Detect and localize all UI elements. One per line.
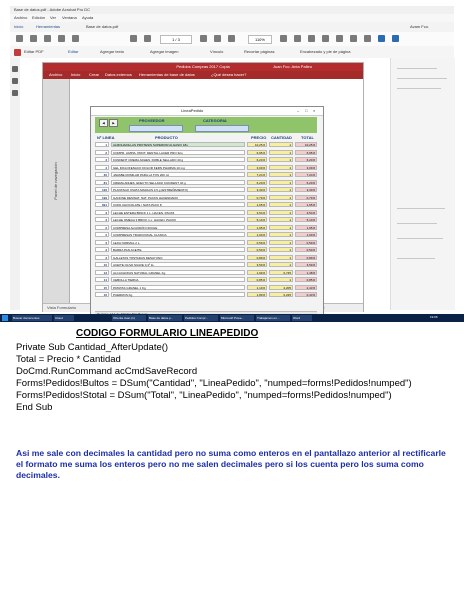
table-row[interactable] (95, 247, 317, 253)
code-line: End Sub (16, 402, 53, 413)
table-row[interactable] (95, 277, 317, 283)
code-line: DoCmd.RunCommand acCmdSaveRecord (16, 366, 198, 377)
search-icon[interactable] (72, 35, 79, 42)
cell-total[interactable]: 1,95 € (295, 225, 317, 230)
mail-icon[interactable] (58, 35, 65, 42)
menu-edicion[interactable]: Edición (32, 15, 46, 20)
table-row[interactable] (95, 187, 317, 193)
cell-total[interactable]: 0,59 € (295, 240, 317, 245)
cell-producto[interactable]: KUNDENT CREMA ADHES. DOBLE SELLADO 40 g (111, 157, 245, 162)
table-row[interactable] (95, 157, 317, 163)
panel-line (397, 223, 437, 224)
ribbon-inicio[interactable]: Inicio (71, 72, 81, 77)
user-name[interactable]: Avam Fco. (410, 24, 430, 29)
edit-pdf-icon (14, 49, 21, 56)
cell-producto[interactable]: CREMA ADHES. EFECTO SELLADO KUKIDENT 40 g (111, 180, 245, 185)
zoom-field[interactable]: 110% (248, 35, 272, 44)
cell-cantidad[interactable]: 1 (269, 262, 293, 267)
cell-n[interactable]: 126 (95, 187, 109, 192)
col-precio: PRECIO (251, 135, 267, 140)
cell-n[interactable]: 199 (95, 195, 109, 200)
next-page-icon[interactable] (144, 35, 151, 42)
cell-precio[interactable]: 3,54 € (247, 210, 267, 215)
cell-producto[interactable]: PLANTAGO OVATA MADAUS 3,5 g (ESTREÑIMIENTO) (111, 187, 245, 192)
windows-taskbar (0, 314, 464, 322)
cell-cantidad[interactable]: 1 (269, 232, 293, 237)
form-header (95, 117, 317, 133)
cell-precio[interactable]: 0,89 € (247, 255, 267, 260)
table-row[interactable] (95, 150, 317, 156)
stamp-icon[interactable] (364, 35, 371, 42)
code-line: Forms!Pedidos!Stotal = DSum("Total", "LineaPedido", "numped=forms!Pedidos!numped") (16, 390, 392, 401)
cell-producto[interactable]: GANONE DESINAT. NAT. PACKS HACENDADO (111, 195, 245, 200)
save-icon[interactable] (16, 35, 23, 42)
cell-precio[interactable]: 1,19 € (247, 285, 267, 290)
page-indicator[interactable]: 1 / 3 (160, 35, 192, 44)
cell-n[interactable]: 3 (95, 157, 109, 162)
cell-producto[interactable]: PATATAS GRANEL 1 Kg (111, 285, 245, 290)
text-icon[interactable] (350, 35, 357, 42)
cell-total[interactable]: 10,25 € (295, 142, 317, 147)
cell-cantidad[interactable]: 0,745 (269, 270, 293, 275)
cell-producto[interactable]: PUERROS Kg (111, 292, 245, 297)
windows-start-icon[interactable] (2, 315, 8, 321)
cell-cantidad[interactable]: 1 (269, 195, 293, 200)
cell-total[interactable]: 7,24 € (295, 172, 317, 177)
cell-precio[interactable]: 5,10 € (247, 217, 267, 222)
taskbar-item[interactable]: Base de datos.p... (148, 315, 182, 321)
close-icon[interactable]: × (313, 108, 316, 113)
cell-n[interactable]: 13 (95, 270, 109, 275)
cell-precio[interactable]: 6,95 € (247, 150, 267, 155)
header-footer-button[interactable]: Encabezado y pie de página (300, 49, 351, 54)
navigation-pane[interactable] (43, 79, 70, 311)
cell-total[interactable]: 0,79 € (295, 195, 317, 200)
taskbar-clock: 19:06 (430, 315, 438, 319)
cell-precio[interactable]: 0,59 € (247, 240, 267, 245)
taskbar-item[interactable]: Microsoft Powe... (220, 315, 254, 321)
main-toolbar (10, 32, 454, 47)
title-bar (10, 6, 454, 14)
cell-cantidad[interactable]: 1 (269, 157, 293, 162)
table-row[interactable] (95, 292, 317, 298)
pages-icon[interactable] (12, 78, 18, 84)
cell-cantidad[interactable]: 1 (269, 240, 293, 245)
categoria-select[interactable] (195, 125, 249, 132)
window-title: Base de datos.pdf - Adobe Acrobat Pro DC (14, 7, 91, 12)
cell-precio[interactable]: 10,25 € (247, 142, 267, 147)
cell-total[interactable]: 3,09 € (295, 165, 317, 170)
fit-icon[interactable] (280, 35, 287, 42)
cell-cantidad[interactable]: 1 (269, 187, 293, 192)
ribbon-search[interactable]: ¿Qué desea hacer? (211, 72, 247, 77)
table-row[interactable] (95, 270, 317, 276)
cell-cantidad[interactable]: 1 (269, 172, 293, 177)
new-record-button[interactable]: ▶ (109, 119, 118, 127)
table-row[interactable] (95, 232, 317, 238)
rows-container (95, 142, 317, 302)
col-nlinea: Nº LINEA (97, 135, 115, 140)
edit-button[interactable]: Editar (68, 49, 79, 54)
cell-total[interactable]: 6,95 € (295, 150, 317, 155)
cell-producto[interactable]: ALCACHOFAS NATURAL GRANEL Kg (111, 270, 245, 275)
menu-archivo[interactable]: Archivo (14, 15, 28, 20)
acrobat-screenshot (10, 6, 454, 310)
menu-ventana[interactable]: Ventana (62, 15, 77, 20)
attach-icon[interactable] (12, 90, 18, 96)
table-row[interactable] (95, 285, 317, 291)
cell-n[interactable]: 3 (95, 255, 109, 260)
bookmark-icon[interactable] (12, 66, 18, 72)
proveedor-label: PROVEEDOR (139, 118, 165, 123)
cell-producto[interactable]: GALLETAS TOSTADAS DESAYUNO (111, 255, 245, 260)
cell-cantidad[interactable]: 1 (269, 225, 293, 230)
table-row[interactable] (95, 262, 317, 268)
panel-line (397, 258, 435, 259)
proveedor-select[interactable] (129, 125, 183, 132)
hand-icon[interactable] (214, 35, 221, 42)
cell-producto[interactable]: CEBOLLA TIERNA (111, 277, 245, 282)
cell-precio[interactable]: 6,20 € (247, 180, 267, 185)
cell-producto[interactable]: LECHE ENTERA BRICK 1 L. HACEN. PACK6 (111, 210, 245, 215)
cell-precio[interactable]: 6,20 € (247, 157, 267, 162)
cell-producto[interactable]: COMPRESA ALGODÓN NOCHE (111, 225, 245, 230)
cell-n[interactable]: 1 (95, 142, 109, 147)
access-ribbon (43, 71, 363, 79)
problem-note: Asi me sale con decimales la cantidad pero no suma como enteros en el pantallazo anterior al rectificarle el formato me suma los enteros pero no me salen decimales pero si los cuenta pero los suma como decimales. (16, 448, 446, 480)
comment-icon[interactable] (308, 35, 315, 42)
cell-n[interactable]: 10 (95, 262, 109, 267)
cell-producto[interactable]: JARABE ROMILAR PARA LA TOS 200 ml (111, 172, 245, 177)
cell-total[interactable]: 3,30 € (295, 187, 317, 192)
cell-cantidad[interactable]: 1 (269, 165, 293, 170)
table-row[interactable] (95, 210, 317, 216)
keyboard-icon[interactable] (294, 35, 301, 42)
taskbar-item[interactable]: Ofrenta Juan (1) (112, 315, 146, 321)
cell-cantidad[interactable]: 1 (269, 247, 293, 252)
cell-n[interactable]: 81 (95, 180, 109, 185)
cell-precio[interactable]: 1,65 € (247, 202, 267, 207)
table-row[interactable] (95, 217, 317, 223)
cell-cantidad[interactable]: 1 (269, 150, 293, 155)
cell-producto[interactable]: LECHE OMEGA 3 BRICK 1 L. HACEN. PACK6 (111, 217, 245, 222)
cell-producto[interactable]: ACEITE OLIVA SUAVE 0,4º 1L (111, 262, 245, 267)
cell-cantidad[interactable]: 1 (269, 180, 293, 185)
ribbon-herramientas[interactable]: Herramientas de base de datos (139, 72, 195, 77)
cell-total[interactable]: 1,00 € (295, 232, 317, 237)
share-icon[interactable] (392, 35, 399, 42)
cell-n[interactable]: 3 (95, 247, 109, 252)
cell-n[interactable]: 15 (95, 285, 109, 290)
table-row[interactable] (95, 255, 317, 261)
cell-n[interactable]: 30 (95, 172, 109, 177)
select-icon[interactable] (200, 35, 207, 42)
cell-producto[interactable]: COMPRESAS TRADICIONAL CLASICA (111, 232, 245, 237)
cell-n[interactable]: 2 (95, 150, 109, 155)
code-title: CODIGO FORMULARIO LINEAPEDIDO (76, 328, 259, 339)
cell-producto[interactable]: COPA CHOCOLATE / NATA PACK 8 (111, 202, 245, 207)
cell-total[interactable]: 0,43 € (295, 292, 317, 297)
first-record-button[interactable]: ◀ (99, 119, 108, 127)
add-text-button[interactable]: Agregar texto (100, 49, 125, 54)
code-line: Forms!Pedidos!Bultos = DSum("Cantidad", "LineaPedido", "numped=forms!Pedidos!numped") (16, 378, 412, 389)
cell-total[interactable]: 6,20 € (295, 157, 317, 162)
cell-cantidad[interactable]: 2,205 (269, 285, 293, 290)
cell-total[interactable]: 0,89 € (295, 255, 317, 260)
menu-ver[interactable]: Ver (50, 15, 57, 20)
panel-line (397, 68, 437, 69)
ribbon-crear[interactable]: Crear (89, 72, 100, 77)
ribbon-datos-externos[interactable]: Datos externos (105, 72, 132, 77)
cell-n[interactable]: 3 (95, 240, 109, 245)
cell-cantidad[interactable]: 1 (269, 255, 293, 260)
draw-icon[interactable] (336, 35, 343, 42)
cell-n[interactable]: 16 (95, 292, 109, 297)
cell-total[interactable]: 3,59 € (295, 262, 317, 267)
cell-precio[interactable]: 0,50 € (247, 247, 267, 252)
taskbar-search[interactable]: Buscar documentos (12, 315, 52, 321)
status-view: Vista Formulario (47, 305, 77, 310)
cell-n[interactable]: 2 (95, 232, 109, 237)
table-row[interactable] (95, 172, 317, 178)
col-producto: PRODUCTO (155, 135, 178, 140)
upload-icon[interactable] (30, 35, 37, 42)
prev-page-icon[interactable] (130, 35, 137, 42)
cell-precio[interactable]: 3,30 € (247, 187, 267, 192)
panel-line (397, 208, 445, 209)
taskbar-item[interactable]: Word (292, 315, 312, 321)
cell-n[interactable]: 2 (95, 225, 109, 230)
link-button[interactable]: Vínculo (210, 49, 224, 54)
cell-n[interactable]: 691 (95, 202, 109, 207)
table-row[interactable] (95, 180, 317, 186)
form-title: LineaPedido (181, 108, 204, 113)
tab-herramientas[interactable]: Herramientas (36, 24, 61, 29)
categoria-label: CATEGORIA (203, 118, 227, 123)
taskbar-item[interactable]: Trabajamos en... (256, 315, 290, 321)
cell-precio[interactable]: 1,95 € (247, 225, 267, 230)
code-line: Total = Precio * Cantidad (16, 354, 121, 365)
panel-line (397, 78, 447, 79)
cell-precio[interactable]: 1,99 € (247, 270, 267, 275)
cell-cantidad[interactable]: 1 (269, 142, 293, 147)
right-panel (390, 58, 455, 310)
cell-total[interactable]: 3,54 € (295, 210, 317, 215)
minimize-icon[interactable]: – (297, 108, 300, 113)
cell-n[interactable]: 3 (95, 210, 109, 215)
form-title-bar (91, 107, 323, 116)
cell-total[interactable]: 0,50 € (295, 247, 317, 252)
highlight-icon[interactable] (322, 35, 329, 42)
col-total: TOTAL (301, 135, 314, 140)
tab-document[interactable]: Base de datos.pdf (86, 24, 119, 29)
cell-total[interactable]: 1,65 € (295, 202, 317, 207)
cell-total[interactable]: 5,10 € (295, 217, 317, 222)
cell-n[interactable]: 14 (95, 277, 109, 282)
cell-precio[interactable]: 0,85 € (247, 277, 267, 282)
column-headers (95, 135, 317, 141)
table-row[interactable] (95, 142, 317, 148)
table-row[interactable] (95, 225, 317, 231)
panel-line (397, 238, 443, 239)
cell-precio[interactable]: 0,79 € (247, 195, 267, 200)
table-row[interactable] (95, 195, 317, 201)
ribbon-archivo[interactable]: Archivo (49, 72, 63, 77)
taskbar-item[interactable]: Cloud (54, 315, 74, 321)
cell-precio[interactable]: 1,00 € (247, 232, 267, 237)
cell-total[interactable]: 2,43 € (295, 285, 317, 290)
menu-bar (10, 14, 454, 22)
edit-pdf-label[interactable]: Editar PDF (24, 49, 44, 54)
sign-icon[interactable] (378, 35, 385, 42)
maximize-icon[interactable]: □ (305, 108, 308, 113)
cell-precio[interactable]: 1,89 € (247, 292, 267, 297)
cell-precio[interactable]: 7,24 € (247, 172, 267, 177)
cell-total[interactable]: 0,85 € (295, 277, 317, 282)
cell-n[interactable]: 4 (95, 165, 109, 170)
table-row[interactable] (95, 165, 317, 171)
table-row[interactable] (95, 240, 317, 246)
cell-precio[interactable]: 3,59 € (247, 262, 267, 267)
navigation-pane-label: Panel de navegación (53, 162, 58, 200)
cell-cantidad[interactable]: 1 (269, 210, 293, 215)
cell-cantidad[interactable]: 1 (269, 277, 293, 282)
cell-producto[interactable]: GEL DICLOFENACO DOLOR KERN PHARMA 10 mg (111, 165, 245, 170)
access-title-bar (43, 63, 363, 71)
cell-cantidad[interactable]: 0,225 (269, 292, 293, 297)
zoom-out-icon[interactable] (228, 35, 235, 42)
menu-ayuda[interactable]: Ayuda (82, 15, 94, 20)
col-cantidad: CANTIDAD (271, 135, 292, 140)
code-line: Private Sub Cantidad_AfterUpdate() (16, 342, 169, 353)
crop-button[interactable]: Recortar páginas (244, 49, 275, 54)
cell-total[interactable]: 1,48 € (295, 270, 317, 275)
cell-cantidad[interactable]: 1 (269, 202, 293, 207)
table-row[interactable] (95, 202, 317, 208)
taskbar-item[interactable]: Pedidos Compr... (184, 315, 218, 321)
panel-line (397, 88, 441, 89)
cell-cantidad[interactable]: 1 (269, 217, 293, 222)
access-user: Juan Fco. Anta Palleo (273, 64, 312, 69)
cell-producto[interactable]: COMPR. LIMPIA. PROT. DENTAL LACER PRO 32u (111, 150, 245, 155)
cell-total[interactable]: 6,20 € (295, 180, 317, 185)
access-title: Pedidos Compras 2017 Copia (176, 64, 230, 69)
cell-precio[interactable]: 3,09 € (247, 165, 267, 170)
cell-producto[interactable]: LEJIA NORMAL 2 L. (111, 240, 245, 245)
add-image-button[interactable]: Agregar imagen (150, 49, 179, 54)
cell-n[interactable]: 3 (95, 217, 109, 222)
cell-producto[interactable]: BARRA PAN ACEITE (111, 247, 245, 252)
print-icon[interactable] (44, 35, 51, 42)
cell-producto[interactable]: ALMOHADILLAS PROTESIS SUPERIOR ALGASIV 18u (111, 142, 245, 147)
tab-inicio[interactable]: Inicio (14, 24, 24, 29)
lineapedido-form (90, 106, 324, 322)
